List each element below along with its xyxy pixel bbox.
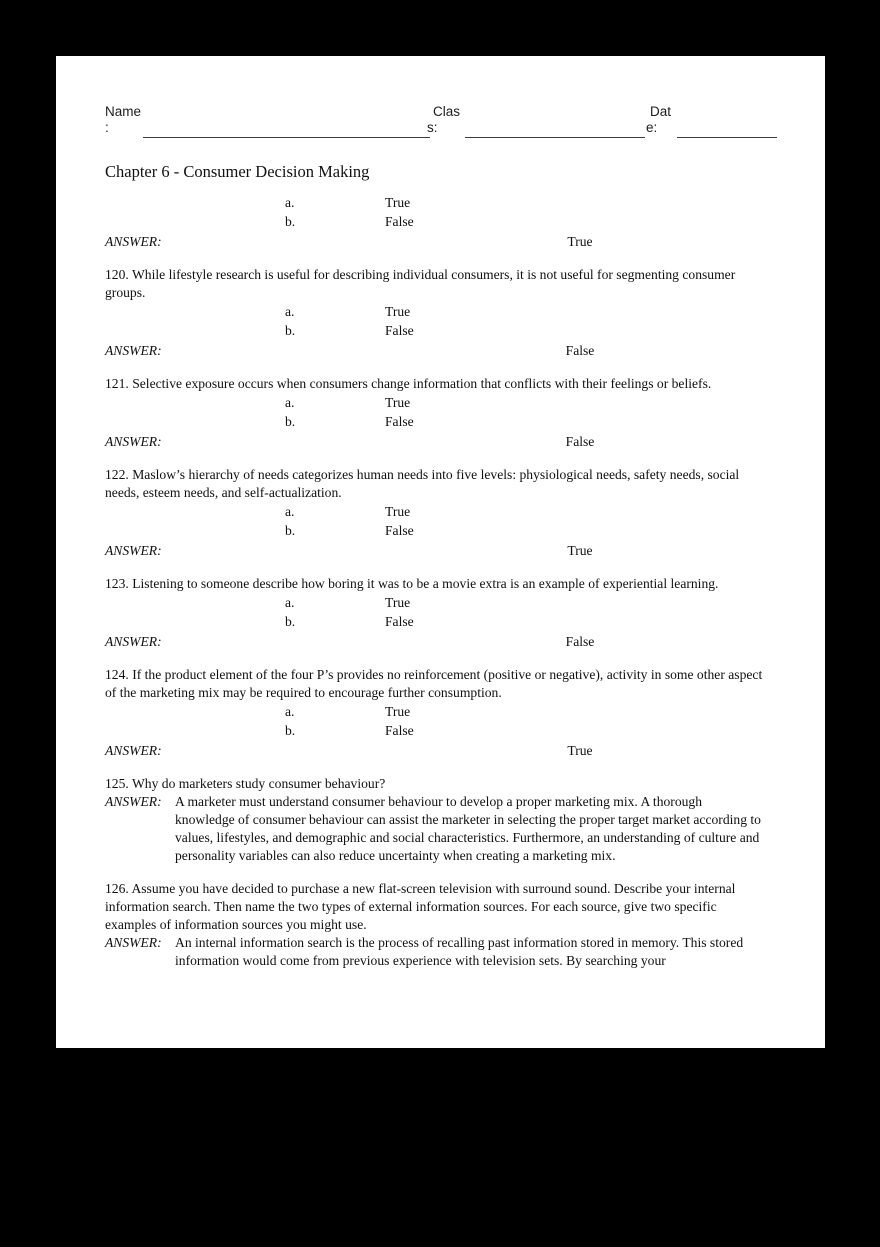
answer-label: ANSWER: <box>105 543 162 558</box>
option-row <box>105 702 777 721</box>
answer-label: ANSWER: <box>105 743 162 758</box>
option-letter: b. <box>285 323 296 338</box>
question-text <box>105 266 767 302</box>
page-content <box>56 56 825 970</box>
option-row <box>105 612 777 631</box>
name-colon: : <box>105 120 109 135</box>
option-row <box>105 502 777 521</box>
question-block-122 <box>105 466 777 560</box>
answer-row <box>105 793 777 865</box>
class-blank-line <box>465 137 645 138</box>
page-title: Chapter 6 - Consumer Decision Making <box>105 162 370 181</box>
question-body: Maslow’s hierarchy of needs categorizes human needs into five levels: physiological needs, safety needs, social needs, esteem needs, and self-actualization. <box>105 467 740 500</box>
answer-label: ANSWER: <box>105 234 162 249</box>
date-blank-line <box>677 137 777 138</box>
question-number: 120. <box>105 267 129 282</box>
answer-value: False <box>565 343 595 358</box>
question-number: 121. <box>105 376 129 391</box>
option-text: True <box>385 304 411 319</box>
option-letter: a. <box>285 504 295 519</box>
question-block-126 <box>105 880 777 970</box>
option-text: True <box>385 195 411 210</box>
question-body: While lifestyle research is useful for describing individual consumers, it is not useful for segmenting consumer groups. <box>105 267 736 300</box>
question-number: 122. <box>105 467 129 482</box>
question-block-121 <box>105 375 777 451</box>
answer-value: True <box>567 543 593 558</box>
question-text <box>105 666 767 702</box>
answer-row <box>105 632 777 651</box>
question-number: 123. <box>105 576 129 591</box>
option-letter: a. <box>285 195 295 210</box>
answer-text: A marketer must understand consumer behaviour to develop a proper marketing mix. A thorough knowledge of consumer behaviour can assist the marketer in selecting the proper target market according to values, lifestyles, and demographic and social characteristics. Furthermore, an understanding of culture and personality variables can also reduce uncertainty when creating a marketing mix. <box>175 794 761 863</box>
answer-label: ANSWER: <box>105 434 162 449</box>
question-text <box>105 375 767 393</box>
option-letter: b. <box>285 723 296 738</box>
question-body: Selective exposure occurs when consumers change information that conflicts with their feelings or beliefs. <box>132 376 712 391</box>
option-letter: a. <box>285 395 295 410</box>
question-text <box>105 775 767 793</box>
answer-row <box>105 741 777 760</box>
answer-row <box>105 232 777 251</box>
question-body: Assume you have decided to purchase a new flat-screen television with surround sound. Describe your internal information search. Then name the two types of external information sources. For each source, give two specific examples of information sources you might use. <box>105 881 736 932</box>
answer-value: True <box>567 234 593 249</box>
answer-text: An internal information search is the process of recalling past information stored in memory. This stored information would come from previous experience with television sets. By searching your <box>175 935 744 968</box>
option-row <box>105 521 777 540</box>
answer-row <box>105 934 777 970</box>
question-body: Why do marketers study consumer behaviour? <box>131 776 386 791</box>
option-row <box>105 721 777 740</box>
question-block-partial <box>105 193 777 251</box>
option-text: False <box>385 214 414 229</box>
question-block-120 <box>105 266 777 360</box>
form-header <box>105 104 777 150</box>
option-text: False <box>385 723 414 738</box>
option-text: True <box>385 504 411 519</box>
name-label: Name <box>105 104 142 119</box>
option-text: False <box>385 414 414 429</box>
option-letter: b. <box>285 214 296 229</box>
answer-row <box>105 341 777 360</box>
option-text: True <box>385 395 411 410</box>
question-block-124 <box>105 666 777 760</box>
option-row <box>105 302 777 321</box>
document-page <box>56 56 825 1048</box>
question-body: If the product element of the four P’s provides no reinforcement (positive or negative), activity in some other aspect of the marketing mix may be required to encourage further consumption. <box>105 667 763 700</box>
class-colon: s: <box>427 120 438 135</box>
answer-label: ANSWER: <box>105 634 162 649</box>
question-block-123 <box>105 575 777 651</box>
option-row <box>105 212 777 231</box>
date-colon: e: <box>646 120 658 135</box>
option-text: True <box>385 704 411 719</box>
option-row <box>105 393 777 412</box>
question-number: 125. <box>105 776 129 791</box>
question-text <box>105 575 767 593</box>
option-letter: b. <box>285 414 296 429</box>
option-letter: a. <box>285 304 295 319</box>
option-text: False <box>385 323 414 338</box>
answer-row <box>105 432 777 451</box>
question-number: 126. <box>105 881 129 896</box>
option-row <box>105 321 777 340</box>
answer-label: ANSWER: <box>105 343 162 358</box>
question-text <box>105 880 767 934</box>
option-letter: b. <box>285 523 296 538</box>
question-body: Listening to someone describe how boring it was to be a movie extra is an example of experiential learning. <box>132 576 719 591</box>
answer-row <box>105 541 777 560</box>
option-text: False <box>385 523 414 538</box>
option-text: True <box>385 595 411 610</box>
class-label: Clas <box>433 104 461 119</box>
option-text: False <box>385 614 414 629</box>
option-letter: a. <box>285 595 295 610</box>
question-text <box>105 466 767 502</box>
answer-value: False <box>565 634 595 649</box>
option-letter: b. <box>285 614 296 629</box>
answer-label: ANSWER: <box>105 935 162 950</box>
question-block-125 <box>105 775 777 865</box>
answer-value: True <box>567 743 593 758</box>
option-row <box>105 593 777 612</box>
question-number: 124. <box>105 667 129 682</box>
option-letter: a. <box>285 704 295 719</box>
name-blank-line <box>143 137 430 138</box>
option-row <box>105 193 777 212</box>
option-row <box>105 412 777 431</box>
answer-label: ANSWER: <box>105 794 162 809</box>
date-label: Dat <box>650 104 672 119</box>
answer-value: False <box>565 434 595 449</box>
